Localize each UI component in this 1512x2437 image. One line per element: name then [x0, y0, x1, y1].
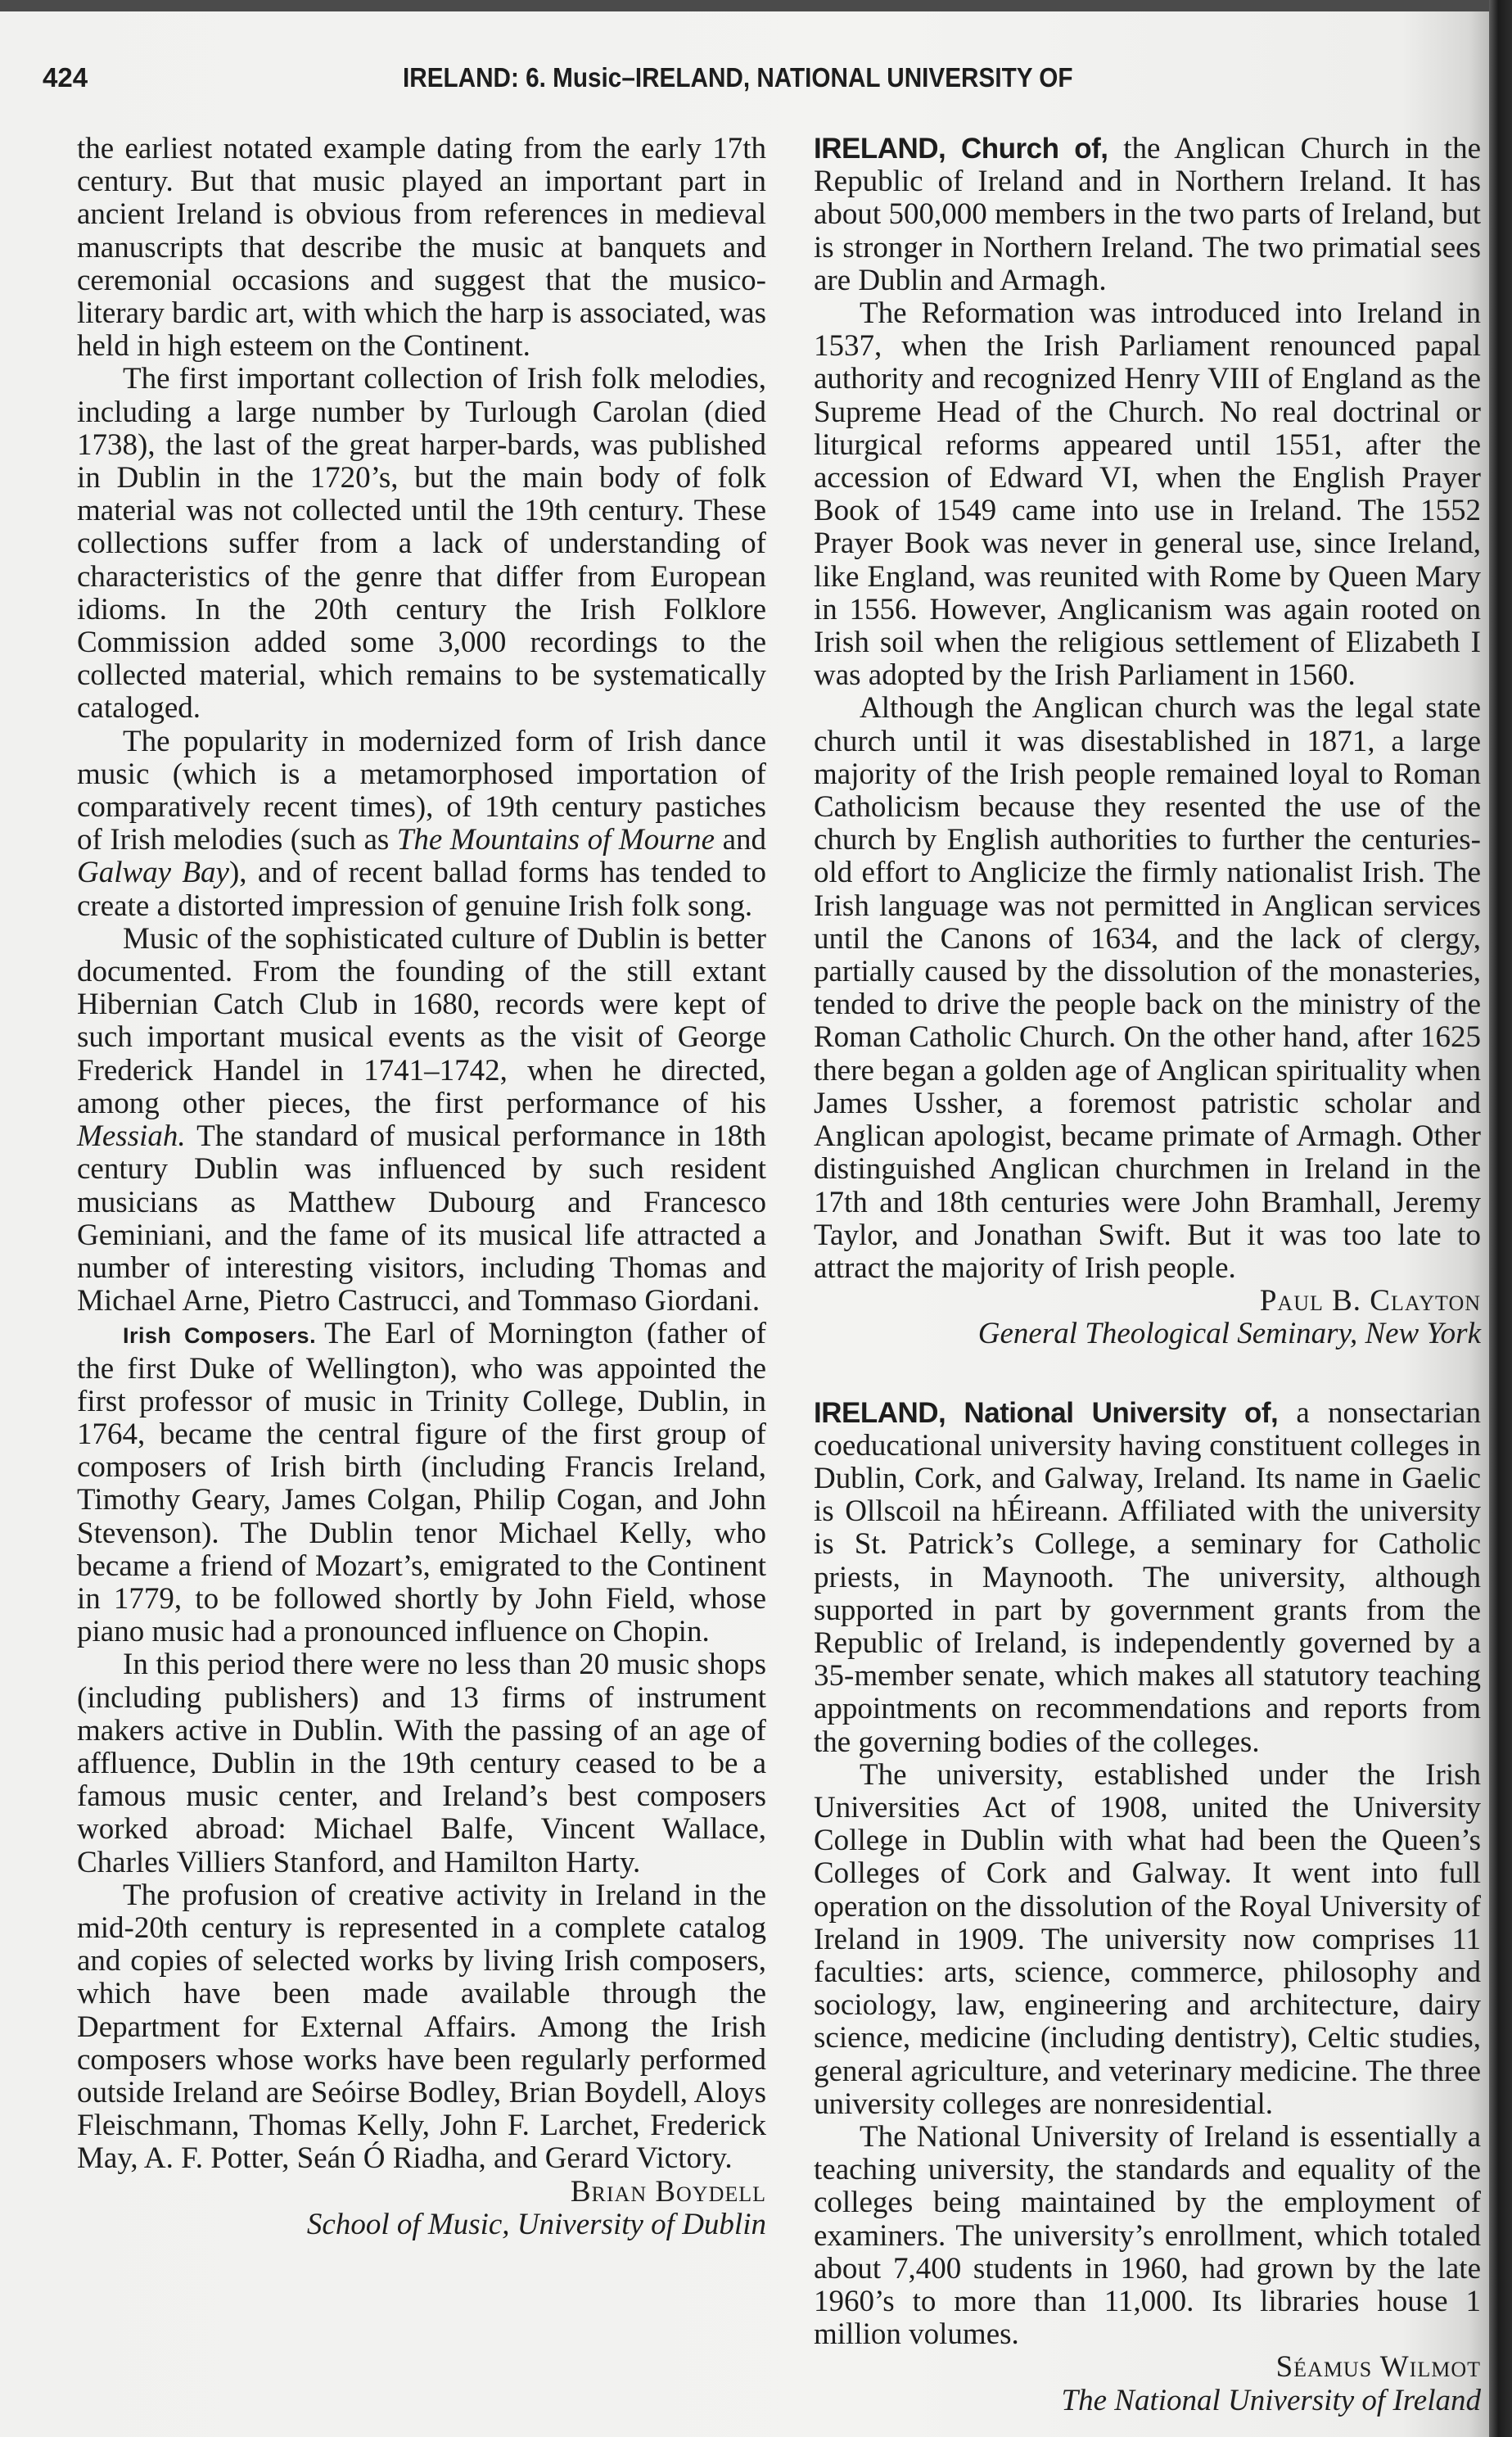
paragraph: The profusion of creative activity in Ireland in the mid-20th century is represented in a complete catalog and copies of selected works by living Irish composers, which have been made available through the Department for External Affairs. Among the Irish composers whose works have been regularly performed outside Ireland are Seóirse Bodley, Brian Boydell, Aloys Fleischmann, Thomas Kelly, John F. Larchet, Frederick May, A. F. Potter, Seán Ó Riadha, and Gerard Victory. [77, 1878, 766, 2176]
text-run: a nonsectarian coeducational university having constituent colleges in Dublin, Cork, and Galway, Ireland. Its name in Gaelic is Ollscoil na hÉireann. Affiliated with the university is St. Patrick’s College, a seminary for Catholic priests, in Maynooth. The university, although supported in part by government grants from the Republic of Ireland, is independently governed by a 35-member senate, which makes all statutory teaching appointments on recommendations and reports from the governing bodies of the colleges. [814, 1395, 1481, 1759]
left-column [77, 133, 766, 2241]
author-byline: Brian Boydell [570, 2174, 766, 2209]
text-run: The popularity in modernized form of Irish dance music (which is a metamorphosed importation of comparatively recent times), of 19th century pastiches of Irish melodies (such as [77, 724, 766, 857]
author-affiliation: General Theological Seminary, New York [977, 1317, 1481, 1351]
paragraph: The university, established under the Irish Universities Act of 1908, united the University College in Dublin with what had been the Queen’s Colleges of Cork and Galway. It went into full operation on the dissolution of the Royal University of Ireland in 1909. The university now comprises 11 faculties: arts, science, commerce, philosophy and sociology, law, engineering and architecture, dairy science, medicine (including dentistry), Celtic studies, general agriculture, and veterinary medicine. The three university colleges are nonresidential. [814, 1757, 1481, 2121]
paragraph: The first important collection of Irish folk melodies, including a large number by Turlough Carolan (died 1738), the last of the great harper-bards, was published in Dublin in the 1720’s, but the main body of folk material was not collected until the 19th century. These collections suffer from a lack of understanding of characteristics of the genre that differ from European idioms. In the 20th century the Irish Folklore Commission added some 3,000 recordings to the collected material, which remains to be systematically cataloged. [77, 362, 766, 726]
book-spine-shadow [1489, 0, 1512, 2437]
running-head-title: IRELAND: 6. Music–IRELAND, NATIONAL UNIVERSITY OF [403, 62, 1073, 93]
right-column [814, 133, 1481, 2417]
entry-headword: IRELAND, Church of, [814, 133, 1108, 165]
author-byline: Paul B. Clayton [1259, 1284, 1481, 1318]
entry-separator [814, 1351, 1481, 1397]
text-run: Music of the sophisticated culture of Dublin is better documented. From the founding of the still extant Hibernian Catch Club in 1680, records were kept of such important musical events as the visit of George Frederick Handel in 1741–1742, when he directed, among other pieces, the first performance of his [77, 921, 766, 1120]
entry-university-lead [814, 1397, 1481, 1759]
author-affiliation: School of Music, University of Dublin [306, 2207, 766, 2241]
paragraph: The Reformation was introduced into Ireland in 1537, when the Irish Parliament renounced papal authority and recognized Henry VIII of England as the Supreme Head of the Church. No real doctrinal or liturgical reforms appeared until 1551, after the accession of Edward VI, when the English Prayer Book of 1549 came into use in Ireland. The 1552 Prayer Book was never in general use, since Ireland, like England, was reunited with Rome by Queen Mary in 1556. However, Anglicanism was again rooted on Irish soil when the religious settlement of Elizabeth I was adopted by the Irish Parliament in 1560. [814, 296, 1481, 693]
text-run: The standard of musical performance in 18th century Dublin was influenced by such resident musicians as Matthew Dubourg and Francesco Geminiani, and the fame of its musical life attracted a number of interesting visitors, including Thomas and Michael Arne, Pietro Castrucci, and Tommaso Giordani. [77, 1119, 766, 1318]
paragraph-popularity [77, 726, 766, 923]
paragraph-composers [77, 1318, 766, 1648]
paragraph: Although the Anglican church was the legal state church until it was disestablished in 1871, a large majority of the Irish people remained loyal to Roman Catholicism because they resented the use of the church by English authorities to further the centuries-old effort to Anglicize the firmly nationalist Irish. The Irish language was not permitted in Anglican services until the Canons of 1634, and the lack of clergy, partially caused by the dissolution of the monasteries, tended to drive the people back on the ministry of the Roman Catholic Church. On the other hand, after 1625 there began a golden age of Anglican spirituality when James Ussher, a foremost patristic scholar and Anglican apologist, became primate of Armagh. Other distinguished Anglican churchmen in Ireland in the 17th and 18th centuries were John Bramhall, Jeremy Taylor, and Jonathan Swift. But it was too late to attract the majority of Irish people. [814, 691, 1481, 1285]
work-title: Messiah. [77, 1119, 186, 1154]
paragraph-dublin [77, 923, 766, 1318]
author-byline: Séamus Wilmot [1275, 2350, 1481, 2385]
author-affiliation: The National University of Ireland [1061, 2383, 1481, 2417]
paragraph: In this period there were no less than 20 music shops (including publishers) and 13 firms of instrument makers active in Dublin. With the passing of an age of affluence, Dublin in the 19th century ceased to be a famous music center, and Ireland’s best composers worked abroad: Michael Balfe, Vincent Wallace, Charles Villiers Stanford, and Hamilton Harty. [77, 1648, 766, 1879]
paragraph: The National University of Ireland is essentially a teaching university, the standards and equality of the colleges being maintained by the employment of examiners. The university’s enrollment, which totaled about 7,400 students in 1960, had grown by the late 1960’s to more than 11,000. Its libraries house 1 million volumes. [814, 2119, 1481, 2352]
song-title: The Mountains of Mourne [396, 823, 715, 857]
paragraph: the earliest notated example dating from the early 17th century. But that music played an important part in ancient Ireland is obvious from references in medieval manuscripts that describe the music at banquets and ceremonial occasions and suggest that the musico-literary bardic art, with which the harp is associated, was held in high esteem on the Continent. [77, 132, 766, 364]
text-run: and [715, 823, 766, 857]
page-number: 424 [43, 62, 88, 93]
text-run: the Anglican Church in the Republic of Ireland and in Northern Ireland. It has about 500,000 members in the two parts of Ireland, but is stronger in Northern Ireland. The two primatial sees are Dublin and Armagh. [814, 132, 1481, 297]
entry-church-lead [814, 133, 1481, 297]
text-run: ), and of recent ballad forms has tended to create a distorted impression of genuine Irish folk song. [77, 856, 767, 923]
running-head [43, 62, 1189, 103]
text-run: The Earl of Mornington (father of the first Duke of Wellington), who was appointed the first professor of music in Trinity College, Dublin, in 1764, became the central figure of the first group of composers of Irish birth (including Francis Ireland, Timothy Geary, James Colgan, Philip Cogan, and John Stevenson). The Dublin tenor Michael Kelly, who became a friend of Mozart’s, emigrated to the Continent in 1779, to be followed shortly by John Field, whose piano music had a pronounced influence on Chopin. [77, 1317, 766, 1649]
entry-headword: IRELAND, National University of, [814, 1396, 1279, 1429]
song-title: Galway Bay [77, 856, 229, 890]
section-heading: Irish Composers. [123, 1323, 317, 1349]
